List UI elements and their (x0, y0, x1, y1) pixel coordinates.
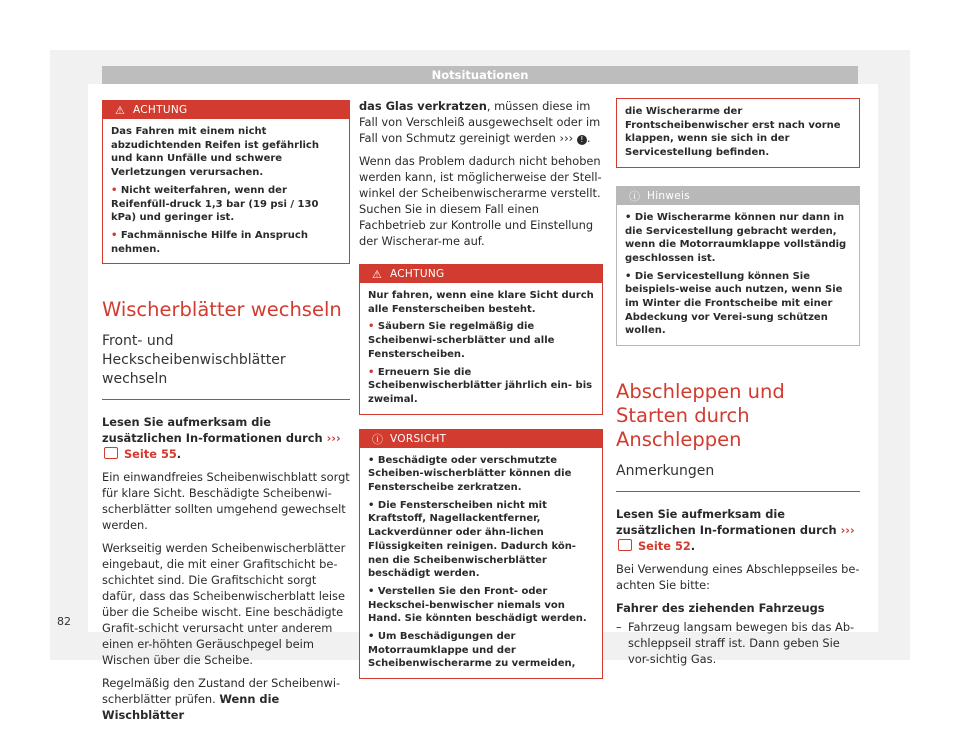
subsection-title-notes: Anmerkungen (616, 463, 715, 480)
caution-box-continued (616, 98, 860, 168)
book-icon (104, 447, 118, 459)
section-title-towing: Abschleppen und Starten durch Anschleppen (616, 380, 785, 452)
warning-text: Das Fahren mit einem nicht abzudichtenden Reifen ist gefährlich und kann Unfälle und schwere Verletzungen verursachen. (111, 126, 319, 179)
warning-label: ACHTUNG (133, 104, 188, 116)
warning-bullet: • Säubern Sie regelmäßig die Scheibenwi-scherblätter und alle Fensterscheiben. (368, 321, 555, 360)
caution-bullet: • Um Beschädigungen der Motorraumklappe und der Scheibenwischerarme zu vermeiden, (368, 631, 576, 670)
page-content (88, 84, 878, 723)
section-header: Notsituationen (102, 66, 858, 84)
warning-box-tire (102, 100, 350, 264)
warning-body (103, 119, 349, 263)
warning-box-header (103, 101, 349, 119)
subsection-title-wiper: Front- und Heckscheibenwischblätter wechseln (102, 333, 286, 388)
note-bullet: • Die Wischerarme können nur dann in die Servicestellung gebracht werden, wenn die Motorraumklappe vollständig geschlossen ist. (625, 211, 847, 264)
caution-box-header (360, 430, 602, 448)
warning-box-visibility (359, 264, 603, 415)
warning-text: Nur fahren, wenn eine klare Sicht durch alle Fensterscheiben besteht. (368, 290, 594, 315)
info-circle-icon: ⓘ (372, 432, 384, 446)
warning-bullet: • Erneuern Sie die Scheibenwischerblätter jährlich ein- bis zweimal. (368, 366, 593, 405)
intro-reference: Lesen Sie aufmerksam die zusätzlichen In-formationen durch ››› Seite 55. (102, 415, 341, 462)
page-number: 82 (57, 615, 71, 628)
paragraph: Ein einwandfreies Scheibenwischblatt sorgt für klare Sicht. Beschädigte Scheibenwi-scherblätter sollten umgehend gewechselt werden. (102, 470, 350, 533)
page-reference-link[interactable]: Seite 55 (123, 447, 177, 462)
page-reference-link[interactable]: Seite 52 (637, 539, 691, 554)
section-title-wiper: Wischerblätter wechseln (102, 298, 342, 322)
dash-list-item: – Fahrzeug langsam bewegen bis das Ab-schleppseil straff ist. Dann geben Sie vor-sichtig Gas. (616, 620, 855, 667)
warning-bullet: • Fachmännische Hilfe in Anspruch nehmen. (111, 229, 308, 255)
bold-heading: Fahrer des ziehenden Fahrzeugs (616, 601, 825, 616)
note-label: Hinweis (647, 189, 691, 202)
caution-bullet: • Beschädigte oder verschmutzte Scheiben-wischerblätter können die Fensterscheibe zerkratzen. (368, 454, 572, 494)
note-box (616, 186, 860, 346)
info-circle-icon: ⓘ (629, 189, 641, 203)
intro-reference: Lesen Sie aufmerksam die zusätzlichen In-formationen durch ››› Seite 52. (616, 507, 855, 554)
column-3 (616, 98, 860, 667)
warning-bullet: • Nicht weiterfahren, wenn der Reifenfüll-druck 1,3 bar (19 psi / 130 kPa) und geringer ist. (111, 184, 319, 224)
warning-label: ACHTUNG (390, 268, 445, 280)
paragraph: Wenn das Problem dadurch nicht behoben werden kann, ist möglicherweise der Stell-winkel der Scheibenwischerarme verstellt. Suchen Sie in diesem Fall einen Fachbetrieb zur Kontrolle und Einstellung der Wischerar-me auf. (359, 154, 602, 248)
warning-box-header (360, 265, 602, 283)
caution-box (359, 429, 603, 680)
paragraph: Werkseitig werden Scheibenwischerblätter eingebaut, die mit einer Grafitschicht be-schichtet sind. Die Grafitschicht sorgt dafür, dass das Scheibenwischerblatt leise über die Scheibe wischt. Eine beschädigte Grafit-schicht verursacht unter anderem einen er-höhten Geräuschpegel beim Wischen über die Scheibe. (102, 541, 346, 668)
paragraph-continued: das Glas verkratzen, müssen diese im Fall von Verschleiß ausgewechselt oder im Fall von Schmutz gereinigt werden ››› ! . (359, 99, 601, 145)
warning-triangle-icon: ⚠ (372, 268, 383, 281)
column-2 (359, 98, 603, 689)
caution-bullet: • Verstellen Sie den Front- oder Heckschei-benwischer niemals von Hand. Sie könnten beschädigt werden. (368, 585, 587, 625)
warning-triangle-icon: ⚠ (115, 104, 126, 117)
paragraph: Regelmäßig den Zustand der Scheibenwi-scherblätter prüfen. Wenn die Wischblätter (102, 676, 341, 723)
exclamation-circle-icon: ! (577, 135, 587, 145)
note-box-header (617, 187, 859, 205)
caution-continued-text: die Wischerarme der Frontscheibenwischer erst nach vorne klappen, wenn sie sich in der Servicestellung befinden. (625, 106, 841, 159)
caution-label: VORSICHT (390, 432, 447, 445)
warning-body (360, 283, 602, 414)
caution-bullet: • Die Fensterscheiben nicht mit Kraftstoff, Nagellackentferner, Lackverdünner oder ähn-lichen Flüssigkeiten reinigen. Dadurch kön-nen die Scheibenwischerblätter beschädigt werden. (368, 499, 576, 580)
note-body (617, 205, 859, 345)
caution-body (360, 448, 602, 679)
note-bullet: • Die Servicestellung können Sie beispiels-weise auch nutzen, wenn Sie im Winter die Frontscheibe mit einer Abdeckung vor Verei-sung schützen wollen. (625, 270, 843, 337)
book-icon (618, 539, 632, 551)
column-1 (102, 100, 350, 730)
paragraph: Bei Verwendung eines Abschleppseiles be-achten Sie bitte: (616, 562, 860, 593)
